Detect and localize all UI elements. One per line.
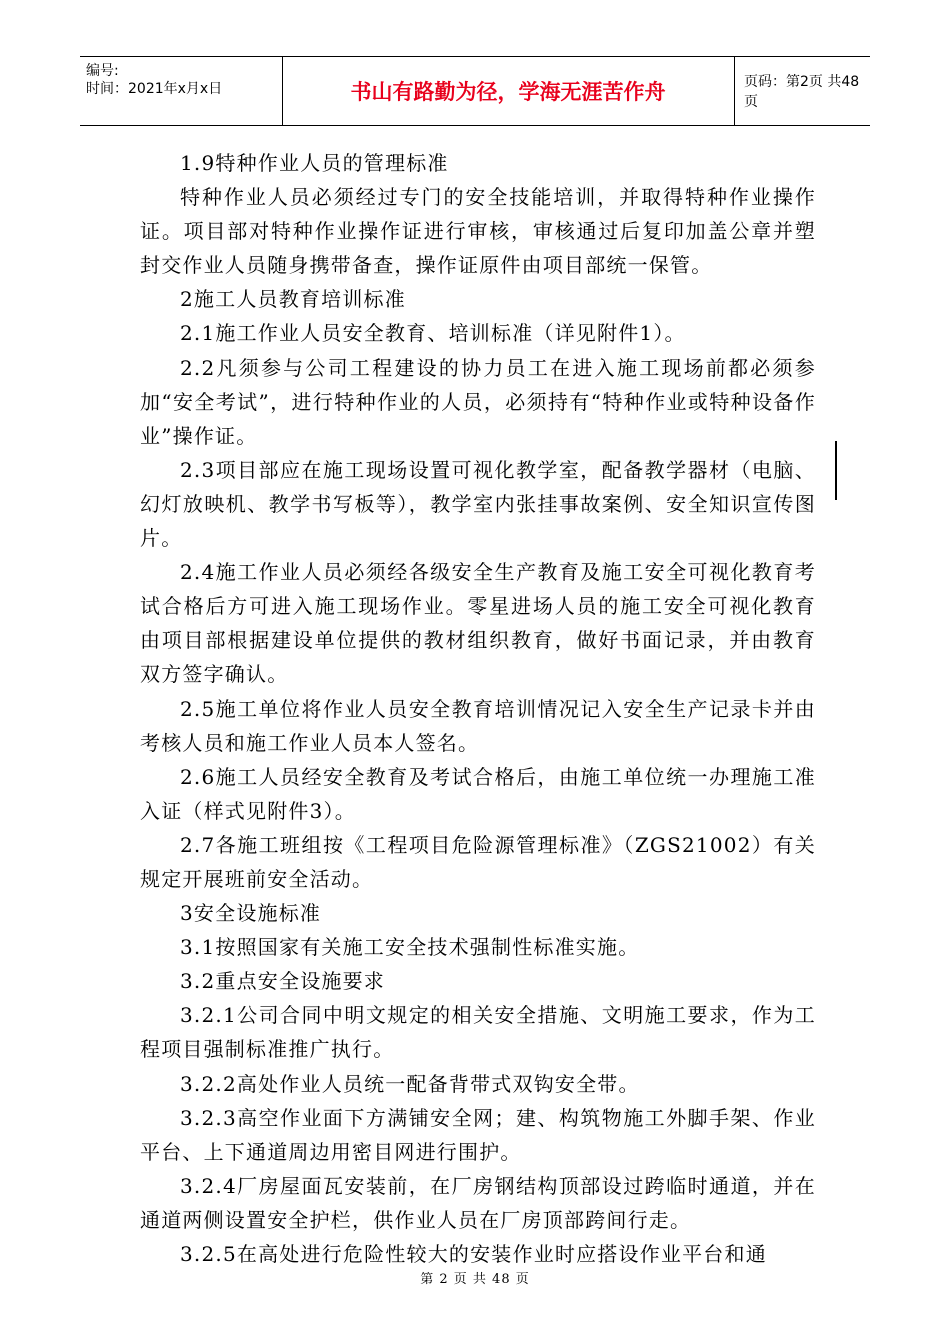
body-paragraph: 2.5施工单位将作业人员安全教育培训情况记入安全生产记录卡并由考核人员和施工作业人员本人签名。 [140, 696, 816, 755]
section-heading: 2施工人员教育培训标准 [180, 287, 406, 312]
revision-bar [835, 441, 837, 500]
body-paragraph: 3.2.5在高处进行危险性较大的安装作业时应搭设作业平台和通 [180, 1242, 767, 1266]
page-footer: 第 2 页 共 48 页 [420, 1272, 530, 1287]
header-page-info: 页码：第2页 共48页 [744, 74, 860, 110]
document-date: 时间：2021年x月x日 [86, 81, 223, 97]
header-divider [734, 57, 735, 125]
body-paragraph: 2.2凡须参与公司工程建设的协力员工在进入施工现场前都必须参加“安全考试”，进行特种作业的人员，必须持有“特种作业或特种设备作业”操作证。 [140, 355, 816, 448]
document-number-label: 编号: [86, 63, 119, 79]
body-paragraph: 2.7各施工班组按《工程项目危险源管理标准》（ZGS21002）有关规定开展班前安全活动。 [140, 832, 816, 891]
body-paragraph: 特种作业人员必须经过专门的安全技能培训，并取得特种作业操作证。项目部对特种作业操作证进行审核，审核通过后复印加盖公章并塑封交作业人员随身携带备查，操作证原件由项目部统一保管。 [140, 185, 816, 278]
subsection-heading: 3.2重点安全设施要求 [180, 969, 386, 994]
body-paragraph: 3.2.1公司合同中明文规定的相关安全措施、文明施工要求，作为工程项目强制标准推广执行。 [140, 1003, 816, 1062]
body-paragraph: 3.1按照国家有关施工安全技术强制性标准实施。 [180, 935, 640, 960]
document-body [140, 146, 816, 1271]
body-paragraph: 2.3项目部应在施工现场设置可视化教学室，配备教学器材（电脑、幻灯放映机、教学书写板等），教学室内张挂事故案例、安全知识宣传图片。 [140, 457, 816, 551]
body-paragraph: 3.2.3高空作业面下方满铺安全网；建、构筑物施工外脚手架、作业平台、上下通道周边用密目网进行围护。 [140, 1105, 816, 1164]
header-motto: 书山有路勤为径，学海无涯苦作舟 [350, 80, 666, 104]
page-header [80, 56, 870, 126]
section-heading: 1.9特种作业人员的管理标准 [180, 151, 449, 175]
body-paragraph: 2.4施工作业人员必须经各级安全生产教育及施工安全可视化教育考试合格后方可进入施工现场作业。零星进场人员的施工安全可视化教育由项目部根据建设单位提供的教材组织教育，做好书面记录，并由教育双方签字确认。 [140, 560, 816, 687]
section-heading: 3安全设施标准 [180, 901, 322, 926]
body-paragraph: 3.2.4厂房屋面瓦安装前，在厂房钢结构顶部设过跨临时通道，并在通道两侧设置安全护栏，供作业人员在厂房顶部跨间行走。 [140, 1173, 816, 1232]
body-paragraph: 3.2.2高处作业人员统一配备背带式双钩安全带。 [180, 1071, 640, 1096]
body-paragraph: 2.1施工作业人员安全教育、培训标准（详见附件1）。 [180, 321, 686, 346]
body-paragraph: 2.6施工人员经安全教育及考试合格后，由施工单位统一办理施工准入证（样式见附件3）。 [140, 764, 816, 823]
header-meta [86, 62, 281, 98]
